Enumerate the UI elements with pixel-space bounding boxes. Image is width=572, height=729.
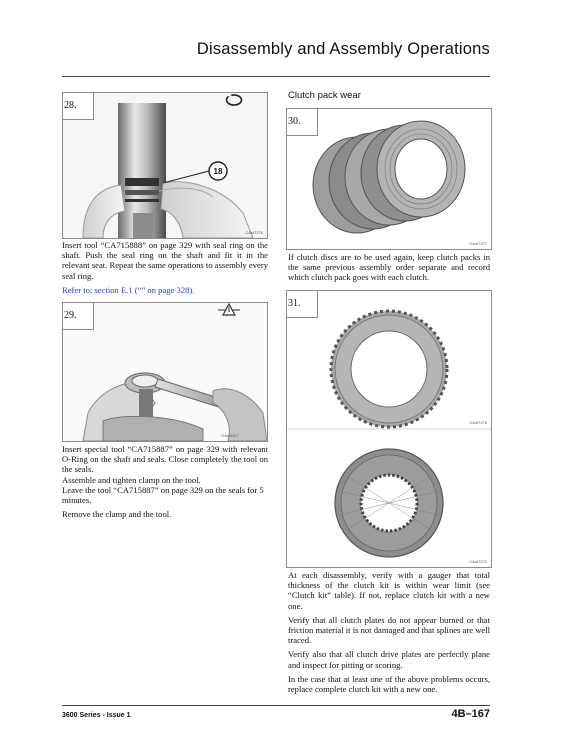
figure-28-number: 28.	[63, 93, 94, 120]
figure-31	[286, 290, 492, 568]
clutch-inspection-block	[288, 570, 490, 694]
figure-29	[62, 302, 268, 442]
figure-31-number: 31.	[287, 291, 318, 318]
figure-30-code: CAst7277	[469, 241, 487, 246]
step-29-p2: Assemble and tighten clamp on the tool.	[62, 474, 201, 485]
header-rule	[62, 76, 490, 77]
figure-30	[286, 108, 492, 250]
figure-30-image	[287, 109, 491, 249]
figure-29-image	[63, 303, 267, 441]
footer-series: 3600 Series - Issue 1	[62, 712, 131, 719]
step-28-reference-link[interactable]: Refer to: section E.1 (“” on page 328).	[62, 284, 195, 295]
figure-31-code: CAst7278	[469, 420, 487, 425]
step-29-p4: Remove the clamp and the tool.	[62, 509, 172, 520]
page-number: 4B–167	[451, 708, 490, 720]
figure-29-code: CAst5317	[221, 433, 239, 438]
callout-18: 18	[213, 167, 223, 176]
figure-28	[62, 92, 268, 239]
clutch-p1: At each disassembly, verify with a gauger that total thickness of the clutch kit is within wear limit (see “Clutch kit” table). If not, replace clutch kit with a new one.	[288, 570, 490, 611]
step-28-block	[62, 240, 268, 295]
clutch-p2: Verify that all clutch plates do not appear burned or that friction material it is not damaged and that splines are well traced.	[288, 614, 490, 646]
clutch-pack-note	[288, 252, 490, 283]
page-title: Disassembly and Assembly Operations	[196, 40, 490, 58]
step-29-p3: Leave the tool “CA715887” on page 329 on the seals for 5 minutes.	[62, 484, 264, 506]
step-28-text: Insert tool “CA715888” on page 329 with seal ring on the shaft. Push the seal ring on the shaft and fit it in the relevant seat. Repeat the same operations to assembly every seal ring.	[62, 240, 268, 281]
figure-28-image	[63, 93, 267, 238]
figure-30-number: 30.	[287, 109, 318, 136]
clutch-p4: In the case that at least one of the above problems occurs, replace complete clutch kit with a new one.	[288, 673, 490, 695]
figure-28-code: CAst7276	[245, 230, 263, 235]
clutch-text-30: If clutch discs are to be used again, keep clutch packs in the same previous assembly order separate and record which clutch pack goes with each clutch.	[288, 252, 490, 283]
seal-ring-icon	[224, 92, 244, 108]
caution-clamp-icon	[216, 302, 242, 318]
figure-31b-code: CAst7279	[469, 559, 487, 564]
step-29-block	[62, 444, 268, 519]
figure-29-number: 29.	[63, 303, 94, 330]
figure-31-image	[287, 291, 491, 567]
clutch-heading: Clutch pack wear	[288, 90, 361, 101]
footer-rule	[62, 705, 490, 706]
step-29-p1: Insert special tool “CA715887” on page 329 with relevant O-Ring on the shaft and seals. Close completely the tool on the seals.	[62, 444, 268, 475]
clutch-p3: Verify also that all clutch drive plates are perfectly plane and inspect for pitting or scoring.	[288, 649, 490, 670]
